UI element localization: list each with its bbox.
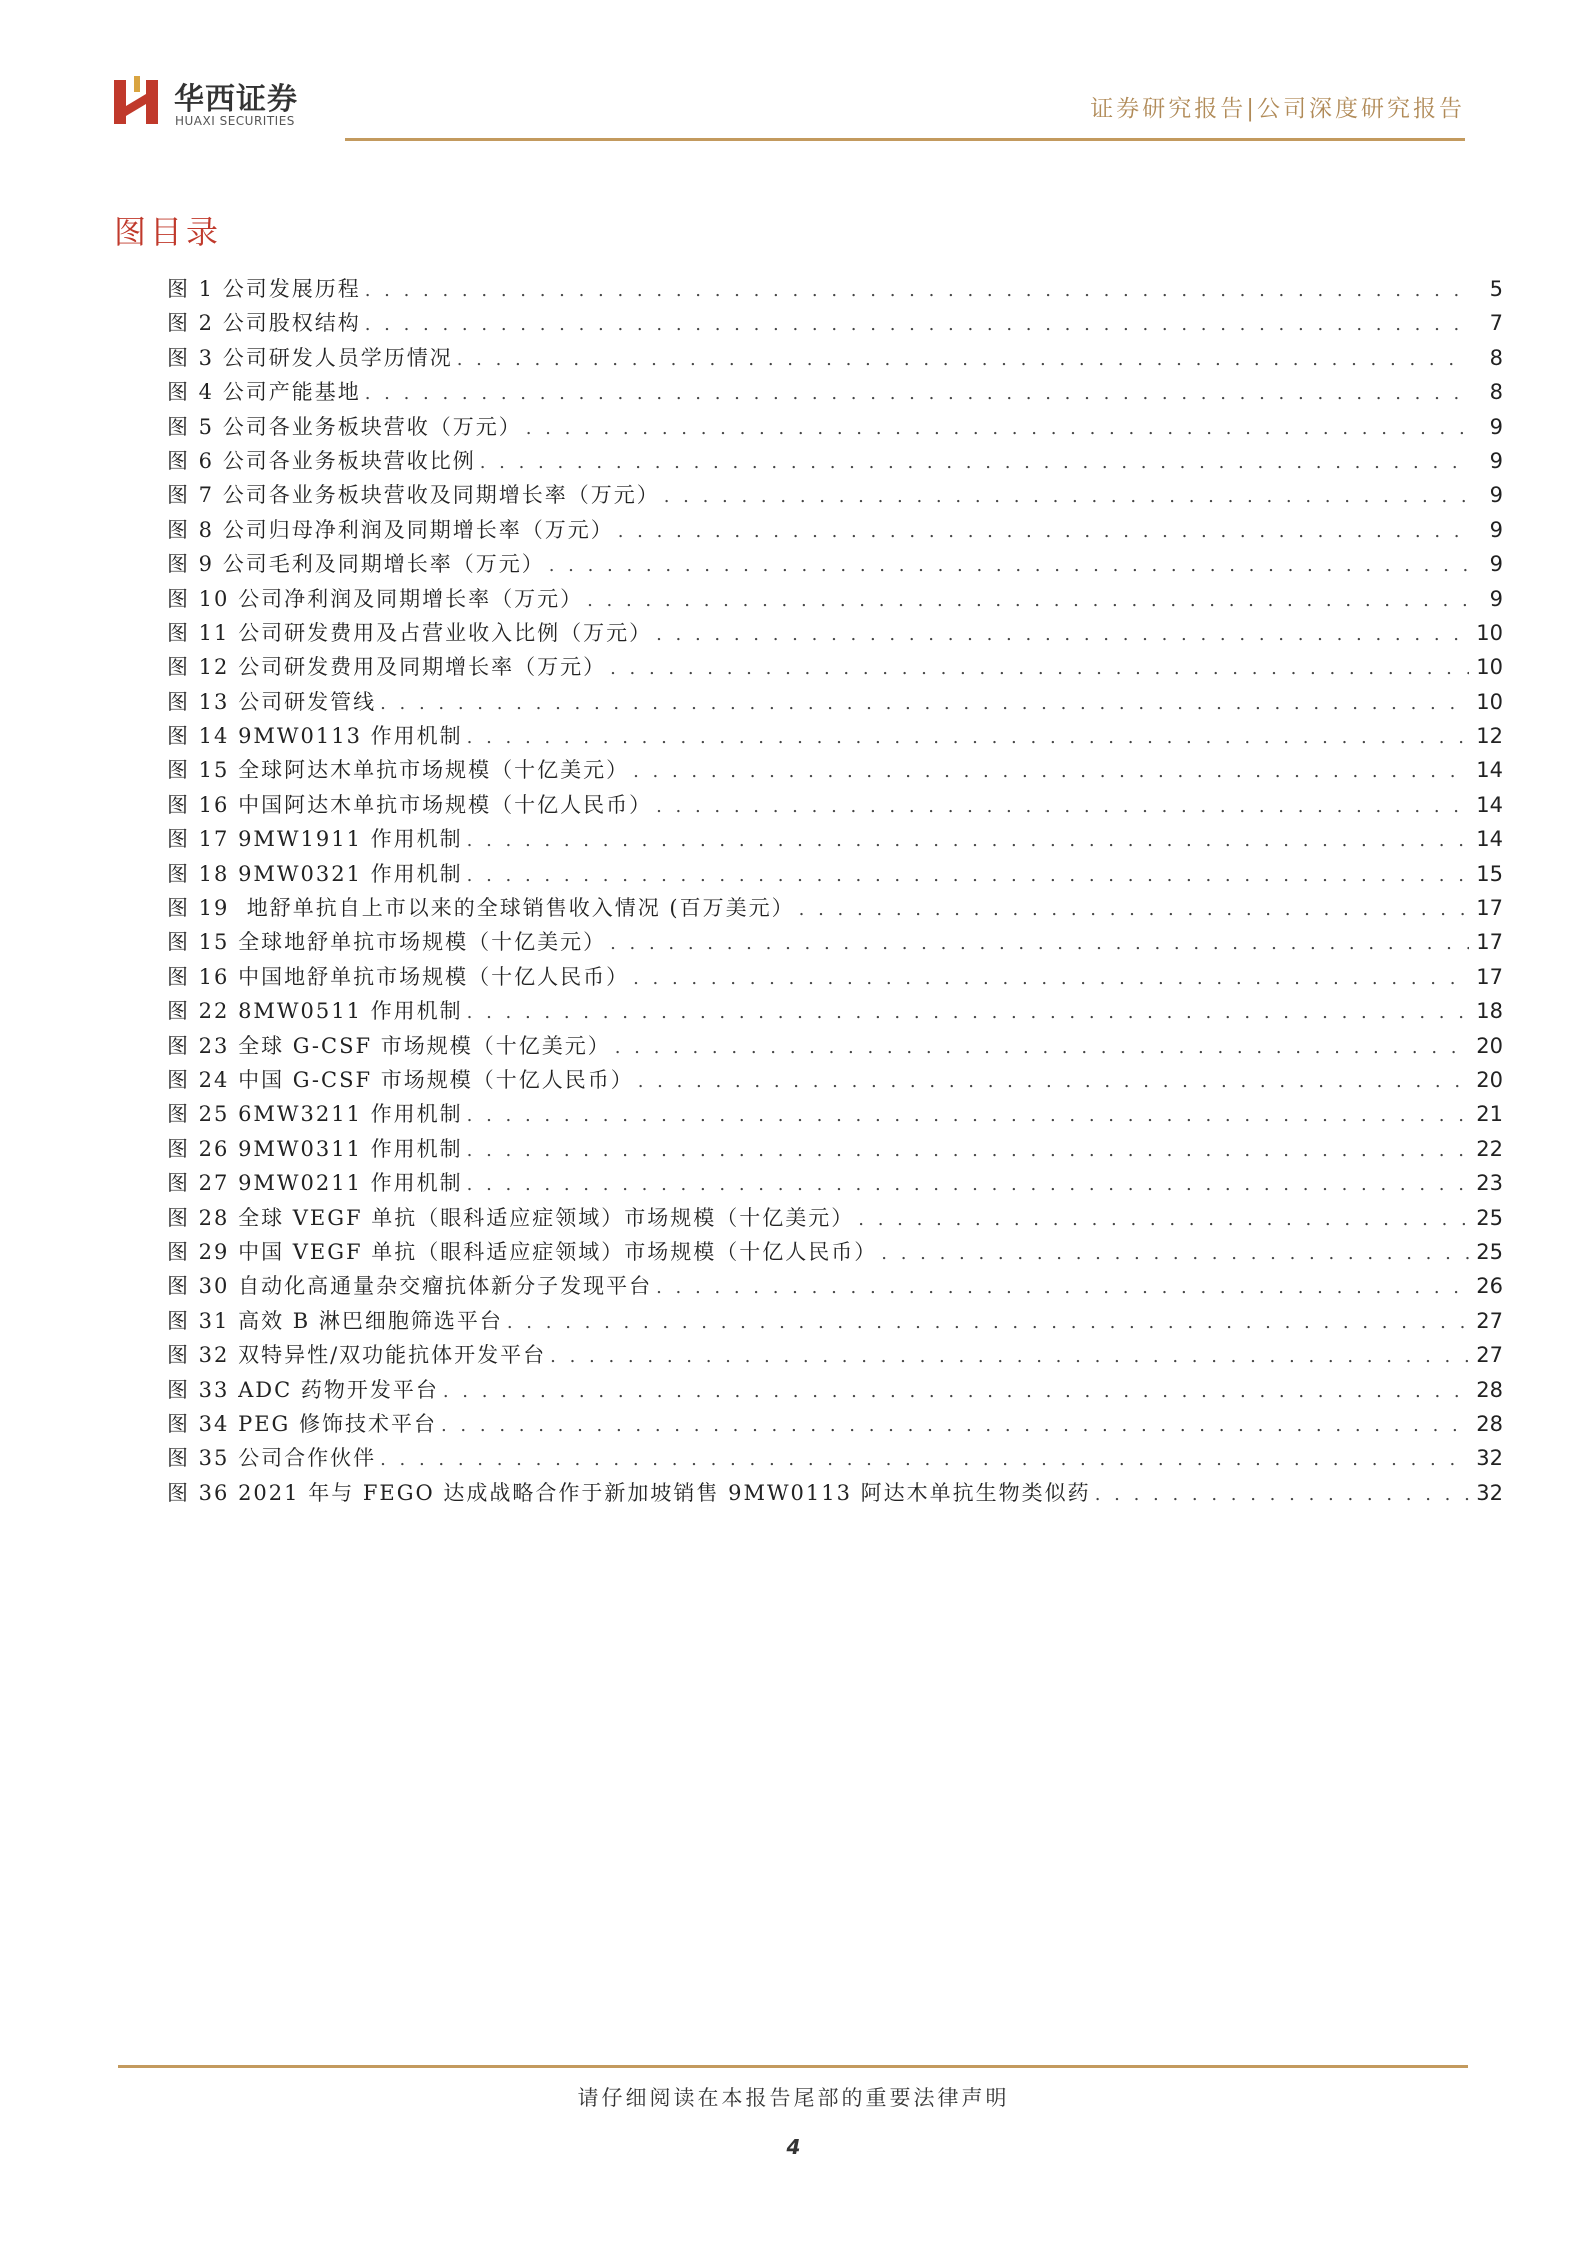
toc-entry[interactable] xyxy=(167,547,1503,581)
toc-entry-page: 9 xyxy=(1489,483,1503,508)
toc-entry-label: 图 25 6MW3211 作用机制 xyxy=(167,1102,463,1127)
toc-entry-page: 18 xyxy=(1476,999,1503,1024)
toc-entry-page: 10 xyxy=(1476,655,1503,680)
toc-entry[interactable] xyxy=(167,1166,1503,1200)
toc-entry[interactable] xyxy=(167,1269,1503,1303)
toc-entry-page: 9 xyxy=(1489,414,1503,439)
toc-entry-page: 8 xyxy=(1489,380,1503,405)
toc-entry-label: 图 15 全球阿达木单抗市场规模（十亿美元） xyxy=(167,758,630,783)
toc-leader-dots xyxy=(858,1203,1469,1237)
toc-entry-page: 25 xyxy=(1476,1205,1503,1230)
page-header xyxy=(0,0,1587,145)
toc-leader-dots xyxy=(467,1168,1469,1202)
footer-divider xyxy=(118,2065,1468,2068)
figure-toc-list xyxy=(167,272,1503,1510)
toc-entry-page: 26 xyxy=(1476,1274,1503,1299)
toc-entry-label: 图 22 8MW0511 作用机制 xyxy=(167,999,463,1024)
toc-entry[interactable] xyxy=(167,753,1503,787)
toc-entry[interactable] xyxy=(167,1235,1503,1269)
toc-leader-dots xyxy=(443,1375,1469,1409)
toc-leader-dots xyxy=(480,446,1469,480)
toc-entry-page: 9 xyxy=(1489,586,1503,611)
toc-entry[interactable] xyxy=(167,788,1503,822)
toc-entry-page: 17 xyxy=(1476,896,1503,921)
toc-leader-dots xyxy=(380,1443,1469,1477)
toc-entry[interactable] xyxy=(167,1441,1503,1475)
toc-entry[interactable] xyxy=(167,650,1503,684)
toc-leader-dots xyxy=(550,1340,1469,1374)
toc-entry[interactable] xyxy=(167,994,1503,1028)
toc-entry-label: 图 32 双特异性/双功能抗体开发平台 xyxy=(167,1343,547,1368)
toc-leader-dots xyxy=(656,618,1469,652)
toc-leader-dots xyxy=(365,274,1469,308)
toc-entry-page: 22 xyxy=(1476,1136,1503,1161)
toc-entry[interactable] xyxy=(167,478,1503,512)
toc-leader-dots xyxy=(467,1099,1469,1133)
toc-leader-dots xyxy=(467,721,1469,755)
toc-entry-label: 图 30 自动化高通量杂交瘤抗体新分子发现平台 xyxy=(167,1274,653,1299)
toc-entry-label: 图 19 地舒单抗自上市以来的全球销售收入情况 (百万美元） xyxy=(167,896,795,921)
toc-entry-label: 图 36 2021 年与 FEGO 达成战略合作于新加坡销售 9MW0113 阿达木单抗生物类似药 xyxy=(167,1480,1091,1505)
logo-english-name: HUAXI SECURITIES xyxy=(175,114,295,128)
toc-entry[interactable] xyxy=(167,1201,1503,1235)
toc-entry[interactable] xyxy=(167,410,1503,444)
toc-leader-dots xyxy=(365,377,1469,411)
toc-entry-page: 8 xyxy=(1489,345,1503,370)
toc-leader-dots xyxy=(526,412,1469,446)
toc-entry[interactable] xyxy=(167,375,1503,409)
toc-entry-page: 28 xyxy=(1476,1411,1503,1436)
toc-entry-page: 20 xyxy=(1476,1067,1503,1092)
toc-entry-label: 图 2 公司股权结构 xyxy=(167,311,361,336)
toc-entry-label: 图 12 公司研发费用及同期增长率（万元） xyxy=(167,655,607,680)
toc-entry-label: 图 35 公司合作伙伴 xyxy=(167,1446,377,1471)
toc-entry-page: 23 xyxy=(1476,1171,1503,1196)
toc-entry-page: 9 xyxy=(1489,552,1503,577)
toc-leader-dots xyxy=(467,859,1469,893)
toc-entry[interactable] xyxy=(167,685,1503,719)
toc-entry-page: 12 xyxy=(1476,724,1503,749)
toc-entry-page: 28 xyxy=(1476,1377,1503,1402)
figure-toc-title: 图目录 xyxy=(114,213,223,251)
legal-notice: 请仔细阅读在本报告尾部的重要法律声明 xyxy=(577,2086,1010,2110)
toc-entry-page: 15 xyxy=(1476,861,1503,886)
page-number: 4 xyxy=(786,2135,801,2159)
toc-entry-label: 图 33 ADC 药物开发平台 xyxy=(167,1377,439,1402)
toc-leader-dots xyxy=(380,687,1469,721)
huaxi-logo-icon xyxy=(112,76,162,128)
toc-entry[interactable] xyxy=(167,1373,1503,1407)
toc-entry-page: 14 xyxy=(1476,792,1503,817)
toc-leader-dots xyxy=(664,480,1469,514)
toc-entry-page: 17 xyxy=(1476,930,1503,955)
toc-leader-dots xyxy=(457,343,1469,377)
toc-entry[interactable] xyxy=(167,1407,1503,1441)
toc-entry-label: 图 9 公司毛利及同期增长率（万元） xyxy=(167,552,545,577)
toc-entry-page: 10 xyxy=(1476,689,1503,714)
toc-entry-page: 25 xyxy=(1476,1239,1503,1264)
header-divider xyxy=(345,138,1465,141)
toc-entry-label: 图 10 公司净利润及同期增长率（万元） xyxy=(167,586,584,611)
toc-entry-label: 图 16 中国阿达木单抗市场规模（十亿人民币） xyxy=(167,792,653,817)
toc-entry[interactable] xyxy=(167,1063,1503,1097)
toc-entry-label: 图 13 公司研发管线 xyxy=(167,689,377,714)
toc-entry-label: 图 18 9MW0321 作用机制 xyxy=(167,861,463,886)
toc-entry-page: 17 xyxy=(1476,964,1503,989)
toc-entry-page: 32 xyxy=(1476,1446,1503,1471)
report-type-tag: 证券研究报告|公司深度研究报告 xyxy=(1090,96,1465,122)
toc-entry-label: 图 16 中国地舒单抗市场规模（十亿人民币） xyxy=(167,964,630,989)
toc-entry[interactable] xyxy=(167,1476,1503,1510)
toc-entry-page: 14 xyxy=(1476,758,1503,783)
toc-entry[interactable] xyxy=(167,1132,1503,1166)
toc-entry-label: 图 7 公司各业务板块营收及同期增长率（万元） xyxy=(167,483,660,508)
toc-leader-dots xyxy=(633,755,1469,789)
toc-entry-label: 图 17 9MW1911 作用机制 xyxy=(167,827,463,852)
toc-entry-page: 14 xyxy=(1476,827,1503,852)
toc-leader-dots xyxy=(610,927,1469,961)
toc-entry[interactable] xyxy=(167,513,1503,547)
toc-leader-dots xyxy=(799,893,1469,927)
toc-entry[interactable] xyxy=(167,341,1503,375)
toc-entry-label: 图 15 全球地舒单抗市场规模（十亿美元） xyxy=(167,930,607,955)
toc-entry-label: 图 29 中国 VEGF 单抗（眼科适应症领域）市场规模（十亿人民币） xyxy=(167,1239,878,1264)
toc-entry[interactable] xyxy=(167,719,1503,753)
toc-entry-page: 10 xyxy=(1476,620,1503,645)
toc-leader-dots xyxy=(618,515,1469,549)
toc-leader-dots xyxy=(365,308,1469,342)
toc-entry[interactable] xyxy=(167,582,1503,616)
toc-entry-label: 图 28 全球 VEGF 单抗（眼科适应症领域）市场规模（十亿美元） xyxy=(167,1205,855,1230)
toc-entry[interactable] xyxy=(167,925,1503,959)
toc-entry-label: 图 23 全球 G-CSF 市场规模（十亿美元） xyxy=(167,1033,611,1058)
toc-leader-dots xyxy=(633,962,1469,996)
toc-entry-page: 27 xyxy=(1476,1343,1503,1368)
toc-entry[interactable] xyxy=(167,960,1503,994)
toc-entry[interactable] xyxy=(167,1029,1503,1063)
toc-leader-dots xyxy=(610,652,1469,686)
company-logo xyxy=(112,72,322,134)
toc-entry-label: 图 1 公司发展历程 xyxy=(167,277,361,301)
toc-entry-page: 7 xyxy=(1489,311,1503,336)
toc-entry-page: 20 xyxy=(1476,1033,1503,1058)
toc-leader-dots xyxy=(881,1237,1469,1271)
logo-chinese-name: 华西证券 xyxy=(174,82,298,117)
toc-entry[interactable] xyxy=(167,1097,1503,1131)
toc-leader-dots xyxy=(549,549,1469,583)
toc-entry[interactable] xyxy=(167,444,1503,478)
toc-entry[interactable] xyxy=(167,891,1503,925)
toc-entry-page: 21 xyxy=(1476,1102,1503,1127)
toc-leader-dots xyxy=(467,824,1469,858)
toc-entry-label: 图 3 公司研发人员学历情况 xyxy=(167,345,453,370)
toc-entry-label: 图 24 中国 G-CSF 市场规模（十亿人民币） xyxy=(167,1067,634,1092)
toc-entry-label: 图 34 PEG 修饰技术平台 xyxy=(167,1411,437,1436)
toc-entry-label: 图 8 公司归母净利润及同期增长率（万元） xyxy=(167,517,614,542)
toc-entry-label: 图 6 公司各业务板块营收比例 xyxy=(167,448,476,473)
toc-leader-dots xyxy=(615,1031,1469,1065)
toc-leader-dots xyxy=(507,1306,1469,1340)
toc-leader-dots xyxy=(467,1134,1469,1168)
toc-entry-page: 9 xyxy=(1489,517,1503,542)
toc-entry[interactable] xyxy=(167,1338,1503,1372)
toc-leader-dots xyxy=(656,790,1469,824)
toc-entry-page: 32 xyxy=(1476,1480,1503,1505)
toc-entry-label: 图 14 9MW0113 作用机制 xyxy=(167,724,463,749)
toc-leader-dots xyxy=(441,1409,1469,1443)
toc-entry-label: 图 27 9MW0211 作用机制 xyxy=(167,1171,463,1196)
toc-leader-dots xyxy=(1095,1478,1469,1512)
toc-entry-label: 图 11 公司研发费用及占营业收入比例（万元） xyxy=(167,620,653,645)
toc-entry-page: 9 xyxy=(1489,448,1503,473)
toc-entry[interactable] xyxy=(167,272,1503,306)
toc-leader-dots xyxy=(638,1065,1469,1099)
toc-entry[interactable] xyxy=(167,822,1503,856)
toc-leader-dots xyxy=(656,1271,1469,1305)
toc-leader-dots xyxy=(467,996,1469,1030)
toc-entry[interactable] xyxy=(167,1304,1503,1338)
toc-entry-page: 5 xyxy=(1489,277,1503,301)
toc-entry[interactable] xyxy=(167,616,1503,650)
toc-entry[interactable] xyxy=(167,306,1503,340)
toc-entry-label: 图 31 高效 B 淋巴细胞筛选平台 xyxy=(167,1308,503,1333)
toc-entry-label: 图 4 公司产能基地 xyxy=(167,380,361,405)
toc-leader-dots xyxy=(587,584,1469,618)
toc-entry[interactable] xyxy=(167,857,1503,891)
toc-entry-label: 图 26 9MW0311 作用机制 xyxy=(167,1136,463,1161)
toc-entry-page: 27 xyxy=(1476,1308,1503,1333)
toc-entry-label: 图 5 公司各业务板块营收（万元） xyxy=(167,414,522,439)
